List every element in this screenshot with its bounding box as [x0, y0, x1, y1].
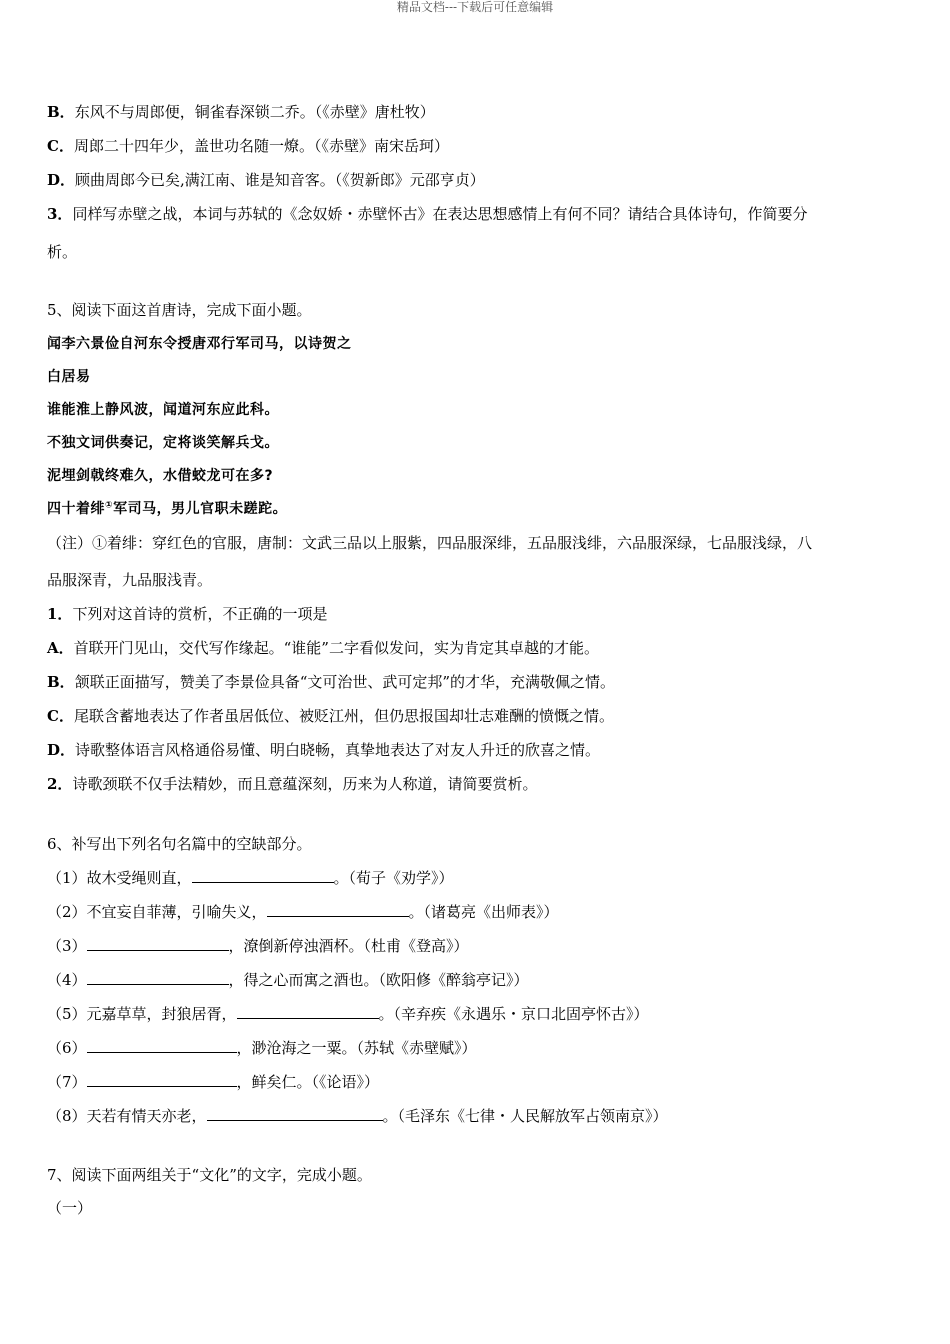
- footnote-marker: ①: [105, 500, 114, 511]
- poem-line-2: 不独文词供奏记，定将谈笑解兵戈。: [47, 435, 279, 451]
- answer-blank[interactable]: [237, 1003, 379, 1019]
- page-header: 精品文档---下载后可任意编辑: [396, 0, 554, 14]
- option-text: 诗歌整体语言风格通俗易懂、明白晓畅，真挚地表达了对友人升迁的欣喜之情。: [75, 741, 601, 759]
- option-text: 顾曲周郎今已矣,满江南、谁是知音客。（《贺新郎》元邵亨贞）: [75, 171, 485, 189]
- q5-option-b: [47, 672, 615, 692]
- option-letter: D．: [47, 171, 76, 189]
- question-text: 同样写赤壁之战，本词与苏轼的《念奴娇・赤壁怀古》在表达思想感情上有何不同？请结合具体诗句，作简要分: [72, 205, 808, 223]
- option-text: 颔联正面描写，赞美了李景俭具备“文可治世、武可定邦”的才华，充满敬佩之情。: [74, 673, 616, 691]
- fill-suffix: 。（毛泽东《七律・人民解放军占领南京》）: [382, 1107, 668, 1125]
- poem-note: （注）①着绯：穿红色的官服，唐制：文武三品以上服紫，四品服深绯，五品服浅绯，六品服深绿，七品服浅绿，八: [47, 534, 813, 552]
- fill-item-8: [47, 1105, 668, 1126]
- answer-blank[interactable]: [267, 901, 409, 917]
- fill-prefix: （3）: [47, 937, 87, 955]
- fill-prefix: （5）元嘉草草，封狼居胥，: [47, 1005, 237, 1023]
- question-number: 1．: [47, 605, 73, 623]
- fill-item-7: [47, 1071, 379, 1092]
- fill-suffix: ，渺沧海之一粟。（苏轼《赤壁赋》）: [236, 1039, 477, 1057]
- poem-note-continued: 品服深青，九品服浅青。: [47, 571, 213, 589]
- fill-prefix: （6）: [47, 1039, 87, 1057]
- fill-suffix: 。（诸葛亮《出师表》）: [408, 903, 559, 921]
- fill-item-5: [47, 1003, 649, 1024]
- q7-part-heading: （一）: [47, 1199, 93, 1217]
- fill-suffix: ，鲜矣仁。（《论语》）: [236, 1073, 380, 1091]
- fill-prefix: （4）: [47, 971, 87, 989]
- fill-item-3: [47, 935, 469, 956]
- answer-blank[interactable]: [192, 867, 334, 883]
- q5-option-d: [47, 740, 600, 760]
- option-letter: A．: [47, 639, 74, 657]
- q5-sub1: [47, 604, 327, 624]
- answer-blank[interactable]: [87, 1071, 237, 1087]
- fill-prefix: （1）故木受绳则直，: [47, 869, 192, 887]
- q4-option-d: [47, 170, 485, 190]
- option-text: 首联开门见山，交代写作缘起。“谁能”二字看似发问，实为肯定其卓越的才能。: [73, 639, 599, 657]
- fill-item-2: [47, 901, 559, 922]
- q4-option-b: [47, 102, 435, 122]
- fill-suffix: ，得之心而寓之酒也。（欧阳修《醉翁亭记》）: [228, 971, 529, 989]
- answer-blank[interactable]: [87, 935, 229, 951]
- fill-suffix: 。（辛弃疾《永遇乐・京口北固亭怀古》）: [378, 1005, 649, 1023]
- question-text: 诗歌颈联不仅手法精妙，而且意蕴深刻，历来为人称道，请简要赏析。: [72, 775, 538, 793]
- q5-option-c: [47, 706, 614, 726]
- fill-suffix: 。（荀子《劝学》）: [333, 869, 454, 887]
- option-text: 周郎二十四年少，盖世功名随一燎。（《赤壁》南宋岳珂）: [73, 137, 449, 155]
- fill-prefix: （7）: [47, 1073, 87, 1091]
- fill-prefix: （8）天若有情天亦老，: [47, 1107, 207, 1125]
- poem-line-4-part-a: 四十着绯: [47, 501, 105, 517]
- option-letter: B．: [47, 673, 75, 691]
- q4-sub3-continued: 析。: [47, 243, 78, 261]
- fill-prefix: （2）不宜妄自菲薄，引喻失义，: [47, 903, 267, 921]
- q4-option-c: [47, 136, 449, 156]
- q5-title: 5、阅读下面这首唐诗，完成下面小题。: [47, 301, 312, 319]
- option-letter: D．: [47, 741, 76, 759]
- q5-option-a: [47, 638, 599, 658]
- question-text: 下列对这首诗的赏析，不正确的一项是: [72, 605, 328, 623]
- option-letter: C．: [47, 137, 74, 155]
- fill-item-1: [47, 867, 454, 888]
- poem-title: 闻李六景俭自河东令授唐邓行军司马，以诗贺之: [47, 336, 352, 352]
- question-number: 3．: [47, 205, 73, 223]
- q5-sub2: [47, 774, 537, 794]
- q4-sub3: [47, 204, 807, 224]
- poem-line-4-part-b: 军司马，男儿官职未蹉跎。: [113, 501, 288, 517]
- option-letter: C．: [47, 707, 74, 725]
- poem-line-1: 谁能淮上静风波，闻道河东应此科。: [47, 402, 279, 418]
- answer-blank[interactable]: [207, 1105, 383, 1121]
- q7-title: 7、阅读下面两组关于“文化”的文字，完成小题。: [47, 1166, 372, 1184]
- poem-line-3: 泥埋剑戟终难久，水借蛟龙可在多?: [47, 468, 274, 484]
- q6-title: 6、补写出下列名句名篇中的空缺部分。: [47, 835, 312, 853]
- option-text: 东风不与周郎便，铜雀春深锁二乔。（《赤壁》唐杜牧）: [74, 103, 435, 121]
- poem-author: 白居易: [47, 369, 91, 385]
- option-letter: B．: [47, 103, 75, 121]
- question-number: 2．: [47, 775, 73, 793]
- answer-blank[interactable]: [87, 969, 229, 985]
- answer-blank[interactable]: [87, 1037, 237, 1053]
- poem-line-4: [47, 499, 287, 519]
- fill-item-4: [47, 969, 529, 990]
- fill-suffix: ，潦倒新停浊酒杯。（杜甫《登高》）: [228, 937, 469, 955]
- fill-item-6: [47, 1037, 477, 1058]
- option-text: 尾联含蓄地表达了作者虽居低位、被贬江州，但仍思报国却壮志难酬的愤慨之情。: [73, 707, 614, 725]
